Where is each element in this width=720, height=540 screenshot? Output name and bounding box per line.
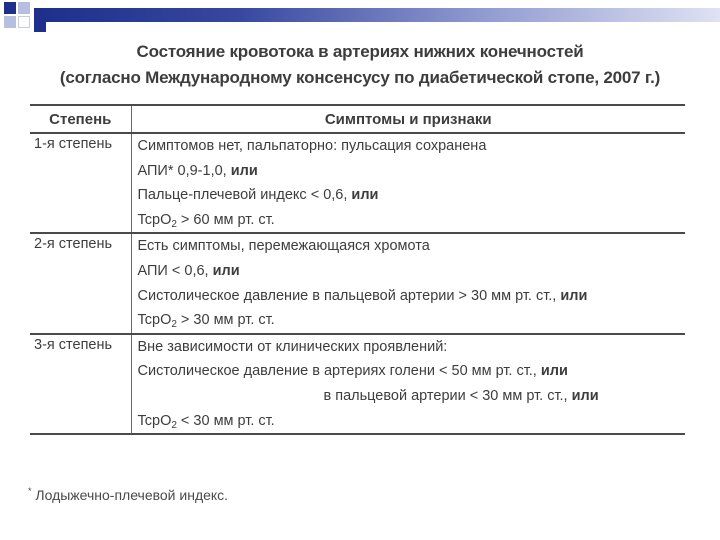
table-row [30, 334, 685, 434]
decor-square [34, 22, 46, 32]
grade-cell: 2-я степень [30, 233, 131, 333]
symptom-line: TcpO$_2$ > 60 мм рт. ст. [137, 211, 275, 230]
symptom-line: Систолическое давление в артериях голени < 50 мм рт. ст., или [137, 363, 568, 380]
table-row [30, 133, 685, 233]
header-grade: Степень [30, 105, 131, 133]
slide-subtitle: (согласно Международному консенсусу по диабетической стопе, 2007 г.) [59, 68, 661, 87]
symptom-line: Вне зависимости от клинических проявлений: [137, 338, 448, 355]
table-row [30, 233, 685, 333]
symptoms-cell [131, 334, 685, 434]
grade-cell: 1-я степень [30, 133, 131, 233]
symptom-line: TcpO$_2$ > 30 мм рт. ст. [137, 312, 275, 331]
decor-square [18, 2, 30, 14]
decor-gradient-bar [34, 8, 720, 22]
symptoms-cell [131, 133, 685, 233]
footnote: * Лодыжечно-плечевой индекс. [28, 486, 229, 503]
symptom-line: Систолическое давление в пальцевой артерии > 30 мм рт. ст., или [137, 287, 588, 304]
slide-header-decoration [0, 0, 720, 34]
slide-title: Состояние кровотока в артериях нижних конечностей [136, 42, 584, 61]
symptom-line: Есть симптомы, перемежающаяся хромота [137, 238, 430, 255]
grade-table [30, 104, 685, 435]
grade-cell: 3-я степень [30, 334, 131, 434]
symptoms-cell [131, 233, 685, 333]
symptom-line: АПИ* 0,9-1,0, или [137, 162, 258, 179]
decor-square [4, 16, 16, 28]
symptom-line: TcpO$_2$ < 30 мм рт. ст. [137, 412, 275, 431]
symptom-line: Симптомов нет, пальпаторно: пульсация сохранена [137, 138, 487, 154]
symptom-line: в пальцевой артерии < 30 мм рт. ст., или [323, 387, 599, 404]
decor-square [4, 2, 16, 14]
symptom-line: Пальце-плечевой индекс < 0,6, или [137, 187, 379, 204]
decor-square [18, 16, 30, 28]
header-symptoms: Симптомы и признаки [131, 105, 685, 133]
table-header-row [30, 105, 685, 133]
symptom-line: АПИ < 0,6, или [137, 262, 240, 279]
